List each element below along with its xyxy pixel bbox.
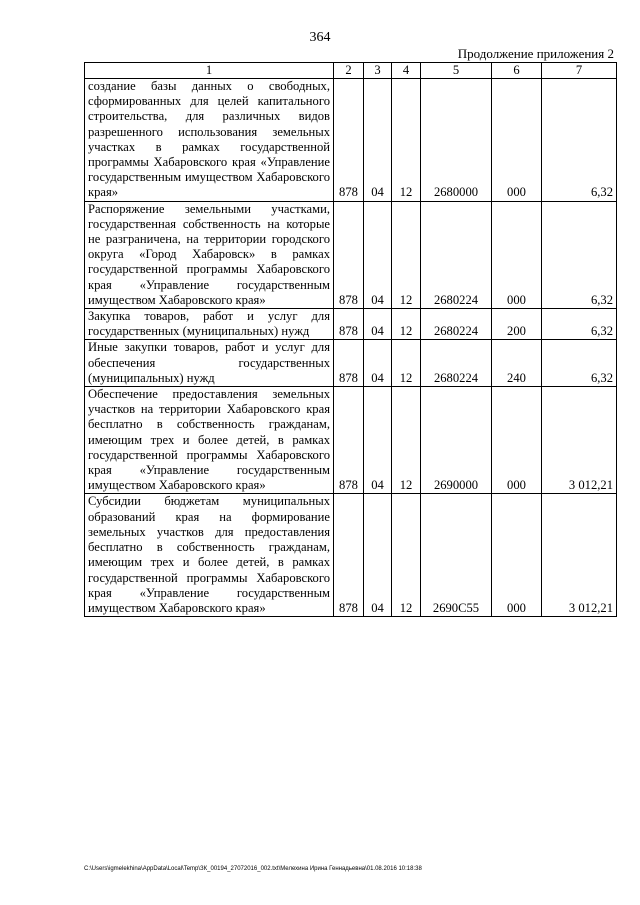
header-col-7: 7 [542,63,617,79]
row-subsection: 12 [392,201,421,308]
header-col-5: 5 [421,63,492,79]
row-subsection: 12 [392,340,421,387]
row-name: Субсидии бюджетам муниципальных образований края на формирование земельных участков для предоставления бесплатно в собственность гражданам, имеющим трех и более детей, в рамках государственной программы Хабаровского края «Управление государственным имуществом Хабаровского края» [85,494,334,617]
row-amount: 3 012,21 [542,494,617,617]
row-amount: 3 012,21 [542,387,617,494]
row-name: Иные закупки товаров, работ и услуг для обеспечения государственных (муниципальных) нужд [85,340,334,387]
page-number: 364 [309,30,331,45]
header-row [85,63,617,79]
table-row [85,309,617,340]
header-col-4: 4 [392,63,421,79]
row-ministry-code: 878 [334,201,364,308]
row-section: 04 [364,387,392,494]
row-expense-type: 200 [492,309,542,340]
row-section: 04 [364,201,392,308]
row-ministry-code: 878 [334,309,364,340]
table-row [85,340,617,387]
row-subsection: 12 [392,79,421,202]
header-col-2: 2 [334,63,364,79]
row-target-article: 2680000 [421,79,492,202]
row-amount: 6,32 [542,201,617,308]
row-section: 04 [364,340,392,387]
row-subsection: 12 [392,387,421,494]
row-target-article: 2680224 [421,201,492,308]
row-target-article: 2690000 [421,387,492,494]
row-name: Обеспечение предоставления земельных участков на территории Хабаровского края бесплатно в собственность гражданам, имеющим трех и более детей, в рамках государственной программы Хабаровского края «Управление государственным имуществом Хабаровского края» [85,387,334,494]
row-expense-type: 000 [492,79,542,202]
budget-table [84,62,617,617]
row-expense-type: 000 [492,494,542,617]
row-expense-type: 000 [492,387,542,494]
row-amount: 6,32 [542,309,617,340]
row-ministry-code: 878 [334,340,364,387]
header-col-6: 6 [492,63,542,79]
row-ministry-code: 878 [334,79,364,202]
row-target-article: 2690С55 [421,494,492,617]
row-subsection: 12 [392,309,421,340]
row-section: 04 [364,494,392,617]
table-row [85,387,617,494]
row-target-article: 2680224 [421,340,492,387]
row-name: Распоряжение земельными участками, государственная собственность на которые не разграничена, на территории городского округа «Город Хабаровск» в рамках государственной программы Хабаровского края «Управление государственным имуществом Хабаровского края» [85,201,334,308]
row-expense-type: 240 [492,340,542,387]
row-name: создание базы данных о свободных, сформированных для целей капитального строительства, для различных видов разрешенного использования земельных участках в рамках государственной программы Хабаровского края «Управление государственным имуществом Хабаровского края» [85,79,334,202]
row-expense-type: 000 [492,201,542,308]
row-ministry-code: 878 [334,494,364,617]
row-section: 04 [364,309,392,340]
table-row [85,201,617,308]
row-subsection: 12 [392,494,421,617]
header-col-3: 3 [364,63,392,79]
continuation-label: Продолжение приложения 2 [457,46,614,61]
row-name: Закупка товаров, работ и услуг для государственных (муниципальных) нужд [85,309,334,340]
row-ministry-code: 878 [334,387,364,494]
table-row [85,79,617,202]
row-amount: 6,32 [542,340,617,387]
file-path-footer: C:\Users\igmelekhina\AppData\Local\Temp\ЗК_00194_27072016_002.txt\Мелехина Ирина Геннадьевна\01.08.2016 10:18:38 [84,866,422,872]
header-col-1: 1 [85,63,334,79]
row-section: 04 [364,79,392,202]
row-amount: 6,32 [542,79,617,202]
row-target-article: 2680224 [421,309,492,340]
table-row [85,494,617,617]
